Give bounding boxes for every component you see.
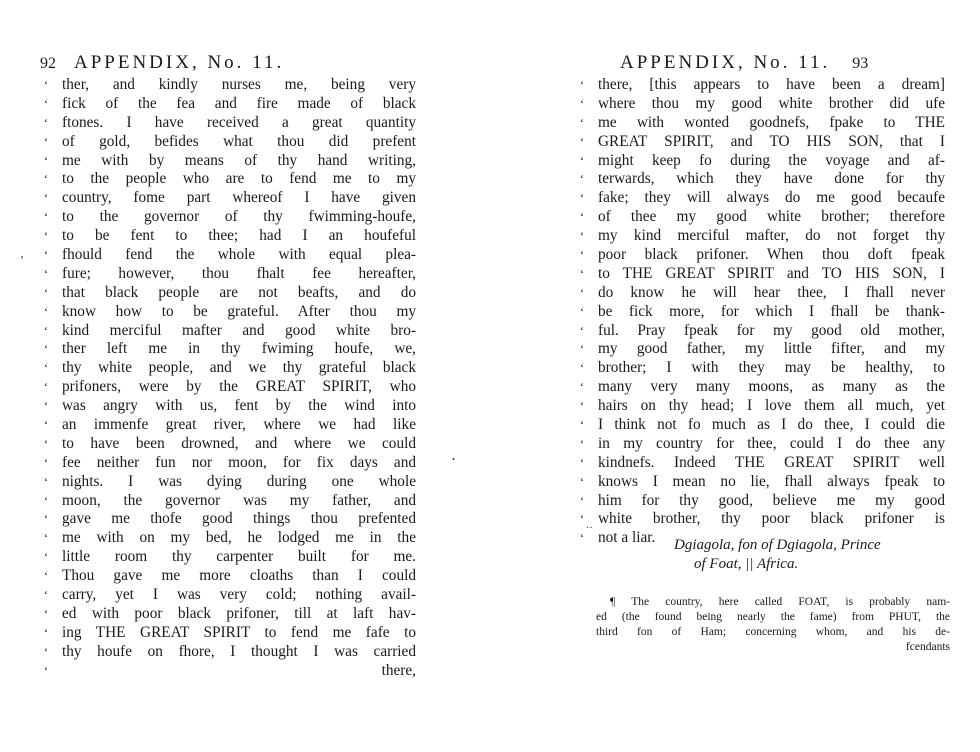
signature-line-2: of Foat, || Africa.: [694, 556, 799, 572]
quote-mark: ‘: [44, 361, 48, 376]
quote-mark: ‘: [44, 455, 48, 470]
footnote-line-1: ¶ The country, here called FOAT, is probably nam-: [610, 596, 950, 608]
line-text: little room thy carpenter built for me.: [62, 548, 416, 566]
text-line: [580, 133, 945, 152]
text-line: [580, 227, 945, 246]
text-line: [44, 492, 416, 511]
text-line: [580, 359, 945, 378]
left-page-text: [44, 76, 416, 681]
quote-mark: ‘: [44, 191, 48, 206]
quote-mark: ‘: [44, 323, 48, 338]
text-line: [44, 473, 416, 492]
quote-mark: ‘: [44, 342, 48, 357]
line-text: ed with poor black prifoner, till at laft hav-: [62, 604, 416, 622]
line-text: country, fome part whereof I have given: [62, 189, 416, 207]
line-text: white brother, thy poor black prifoner is: [598, 510, 945, 528]
text-line: [580, 397, 945, 416]
quote-mark: ‘: [580, 455, 584, 470]
quote-mark: ‘: [44, 588, 48, 603]
text-line: [44, 303, 416, 322]
quote-mark: ‘: [580, 153, 584, 168]
quote-mark: ‘: [580, 134, 584, 149]
line-text: gave me thofe good things thou prefented: [62, 510, 416, 528]
text-line: [44, 265, 416, 284]
line-text: nights. I was dying during one whole: [62, 472, 416, 490]
quote-mark: ‘: [44, 96, 48, 111]
left-margin-mark: ‚: [20, 246, 24, 260]
text-line: [580, 454, 945, 473]
right-page: [500, 0, 980, 752]
right-page-text: [580, 76, 945, 548]
text-line: [44, 359, 416, 378]
line-text: me with on my bed, he lodged me in the: [62, 529, 416, 547]
quote-mark: ‘: [44, 153, 48, 168]
line-text: thy white people, and we thy grateful black: [62, 359, 416, 377]
text-line: [44, 95, 416, 114]
left-page-number: 92: [40, 55, 56, 72]
quote-mark: ‘: [44, 229, 48, 244]
line-text: my good father, my little fifter, and my: [598, 340, 945, 358]
text-line: [580, 76, 945, 95]
line-text: was angry with us, fent by the wind into: [62, 397, 416, 415]
line-text: fure; however, thou fhalt fee hereafter,: [62, 264, 416, 282]
quote-mark: ‘: [44, 172, 48, 187]
quote-mark: ‘: [580, 380, 584, 395]
quote-mark: ‘: [44, 115, 48, 130]
line-text: ther left me in thy fwiming houfe, we,: [62, 340, 416, 358]
left-page: [0, 0, 470, 752]
line-text: ful. Pray fpeak for my good old mother,: [598, 321, 945, 339]
footnote-line-3: third fon of Ham; concerning whom, and his de-: [596, 626, 950, 638]
line-text: brother; I with they may be healthy, to: [598, 359, 945, 377]
text-line: [580, 473, 945, 492]
text-line: [44, 227, 416, 246]
quote-mark: ‘: [580, 418, 584, 433]
text-line: [580, 322, 945, 341]
left-running-head: [40, 52, 284, 74]
quote-mark: ‘: [580, 172, 584, 187]
line-text: GREAT SPIRIT, and TO HIS SON, that I: [598, 132, 945, 150]
quote-mark: ‘: [44, 606, 48, 621]
quote-mark: ‘: [580, 78, 584, 92]
quote-mark: ‘: [580, 512, 584, 527]
line-text: to THE GREAT SPIRIT and TO HIS SON, I: [598, 264, 945, 282]
text-line: [580, 378, 945, 397]
text-line: [44, 510, 416, 529]
footnote-line-2: ed (the found being nearly the fame) from PHUT, the: [596, 611, 950, 623]
text-line: [580, 340, 945, 359]
text-line: [580, 95, 945, 114]
line-text: me with by means of thy hand writing,: [62, 151, 416, 169]
line-text: an immenfe great river, where we had like: [62, 416, 416, 434]
line-text: to have been drowned, and where we could: [62, 434, 416, 452]
line-text: kindnefs. Indeed THE GREAT SPIRIT well: [598, 453, 945, 471]
quote-mark: ‘: [44, 266, 48, 281]
text-line: [580, 208, 945, 227]
right-page-number: 93: [852, 55, 869, 72]
quote-mark: ‘: [580, 304, 584, 319]
quote-mark: ‘: [580, 266, 584, 281]
quote-mark: ‘: [44, 304, 48, 319]
text-line: [580, 303, 945, 322]
text-line: [44, 322, 416, 341]
line-text: my kind merciful mafter, do not forget thy: [598, 227, 945, 245]
quote-mark: ‘: [44, 399, 48, 414]
line-text: ther, and kindly nurses me, being very: [62, 76, 416, 93]
quote-mark: ‘: [44, 78, 48, 92]
line-text: terwards, which they have done for thy: [598, 170, 945, 188]
line-text: might keep fo during the voyage and af-: [598, 151, 945, 169]
quote-mark: ‘: [44, 474, 48, 489]
line-text: fee neither fun nor moon, for fix days and: [62, 453, 416, 471]
quote-mark: ‘: [580, 436, 584, 451]
quote-mark: ‘: [580, 248, 584, 263]
text-line: [580, 152, 945, 171]
line-text: him for thy good, believe me my good: [598, 491, 945, 509]
text-line: [44, 378, 416, 397]
text-line: [580, 170, 945, 189]
text-line: [44, 643, 416, 662]
text-line: [44, 340, 416, 359]
quote-mark: ‘: [44, 644, 48, 659]
line-text: fick of the fea and fire made of black: [62, 94, 416, 112]
right-margin-mark: ‥: [586, 520, 593, 531]
quote-mark: ‘: [580, 115, 584, 130]
text-line: [44, 208, 416, 227]
line-text: to the governor of thy fwimming-houfe,: [62, 208, 416, 226]
quote-mark: ‘: [44, 285, 48, 300]
gutter-dot: •: [452, 455, 455, 464]
text-line: [580, 265, 945, 284]
text-line: [44, 605, 416, 624]
quote-mark: ‘: [580, 285, 584, 300]
line-text: know how to be grateful. After thou my: [62, 302, 416, 320]
line-text: poor black prifoner. When thou doft fpeak: [598, 246, 945, 264]
line-text: kind merciful mafter and good white bro-: [62, 321, 416, 339]
line-text: in my country for thee, could I do thee any: [598, 434, 945, 452]
text-line: [44, 662, 416, 681]
text-line: [44, 624, 416, 643]
text-line: [44, 76, 416, 95]
quote-mark: ‘: [580, 361, 584, 376]
quote-mark: ‘: [580, 342, 584, 357]
text-line: [44, 529, 416, 548]
line-text: to be fent to thee; had I an houfeful: [62, 227, 416, 245]
quote-mark: ‘: [580, 210, 584, 225]
line-text: there,: [381, 661, 416, 679]
text-line: [580, 416, 945, 435]
quote-mark: ‘: [580, 323, 584, 338]
line-text: I think not fo much as I do thee, I could die: [598, 416, 945, 434]
line-text: prifoners, were by the GREAT SPIRIT, who: [62, 378, 416, 396]
text-line: [580, 492, 945, 511]
text-line: [44, 284, 416, 303]
right-running-head: [620, 52, 868, 74]
footnote-line-4: fcendants: [905, 641, 950, 653]
quote-mark: ‘: [44, 380, 48, 395]
line-text: of thee my good white brother; therefore: [598, 208, 945, 226]
text-line: [44, 133, 416, 152]
line-text: thy houfe on fhore, I thought I was carried: [62, 642, 416, 660]
signature-line-1: Dgiagola, fon of Dgiagola, Prince: [674, 537, 881, 553]
line-text: hairs on thy head; I love them all much, yet: [598, 397, 945, 415]
right-running-head-title: APPENDIX, No. 11.: [620, 52, 831, 73]
quote-mark: ‘: [580, 474, 584, 489]
line-text: fake; they will always do me good becaufe: [598, 189, 945, 207]
line-text: me with wonted goodnefs, fpake to THE: [598, 113, 945, 131]
quote-mark: ‘: [44, 625, 48, 640]
text-line: [580, 189, 945, 208]
text-line: [44, 189, 416, 208]
quote-mark: ‘: [580, 191, 584, 206]
quote-mark: ‘: [44, 418, 48, 433]
text-line: [44, 170, 416, 189]
line-text: carry, yet I was very cold; nothing avail-: [62, 586, 416, 604]
line-text: ftones. I have received a great quantity: [62, 113, 416, 131]
quote-mark: ‘: [44, 436, 48, 451]
line-text: ing THE GREAT SPIRIT to fend me fafe to: [62, 623, 416, 641]
line-text: many very many moons, as many as the: [598, 378, 945, 396]
quote-mark: ‘: [580, 531, 584, 546]
text-line: [44, 454, 416, 473]
text-line: [44, 435, 416, 454]
text-line: [44, 397, 416, 416]
text-line: [580, 510, 945, 529]
quote-mark: ‘: [44, 248, 48, 263]
line-text: where thou my good white brother did ufe: [598, 94, 945, 112]
quote-mark: ‘: [44, 531, 48, 546]
line-text: Thou gave me more cloaths than I could: [62, 567, 416, 585]
quote-mark: ‘: [580, 399, 584, 414]
text-line: [44, 586, 416, 605]
text-line: [44, 567, 416, 586]
quote-mark: ‘: [44, 210, 48, 225]
text-line: [580, 114, 945, 133]
text-line: [580, 435, 945, 454]
line-text: moon, the governor was my father, and: [62, 491, 416, 509]
text-line: [44, 416, 416, 435]
text-line: [44, 548, 416, 567]
quote-mark: ‘: [44, 550, 48, 565]
line-text: do know he will hear thee, I fhall never: [598, 283, 945, 301]
quote-mark: ‘: [44, 569, 48, 584]
line-text: to the people who are to fend me to my: [62, 170, 416, 188]
line-text: there, [this appears to have been a dream]: [598, 76, 945, 93]
text-line: [580, 246, 945, 265]
quote-mark: ‘: [44, 512, 48, 527]
text-line: [44, 246, 416, 265]
quote-mark: ‘: [44, 493, 48, 508]
line-text: be fick more, for which I fhall be thank-: [598, 302, 945, 320]
line-text: not a liar.: [598, 529, 656, 547]
quote-mark: ‘: [580, 96, 584, 111]
line-text: of gold, befides what thou did prefent: [62, 132, 416, 150]
line-text: fhould fend the whole with equal plea-: [62, 246, 416, 264]
line-text: knows I mean no lie, fhall always fpeak to: [598, 472, 945, 490]
left-running-head-title: APPENDIX, No. 11.: [74, 52, 285, 73]
quote-mark: ‘: [580, 229, 584, 244]
text-line: [44, 152, 416, 171]
text-line: [580, 284, 945, 303]
quote-mark: ‘: [580, 493, 584, 508]
text-line: [44, 114, 416, 133]
quote-mark: ‘: [44, 134, 48, 149]
line-text: that black people are not beafts, and do: [62, 283, 416, 301]
quote-mark: ‘: [44, 663, 48, 678]
